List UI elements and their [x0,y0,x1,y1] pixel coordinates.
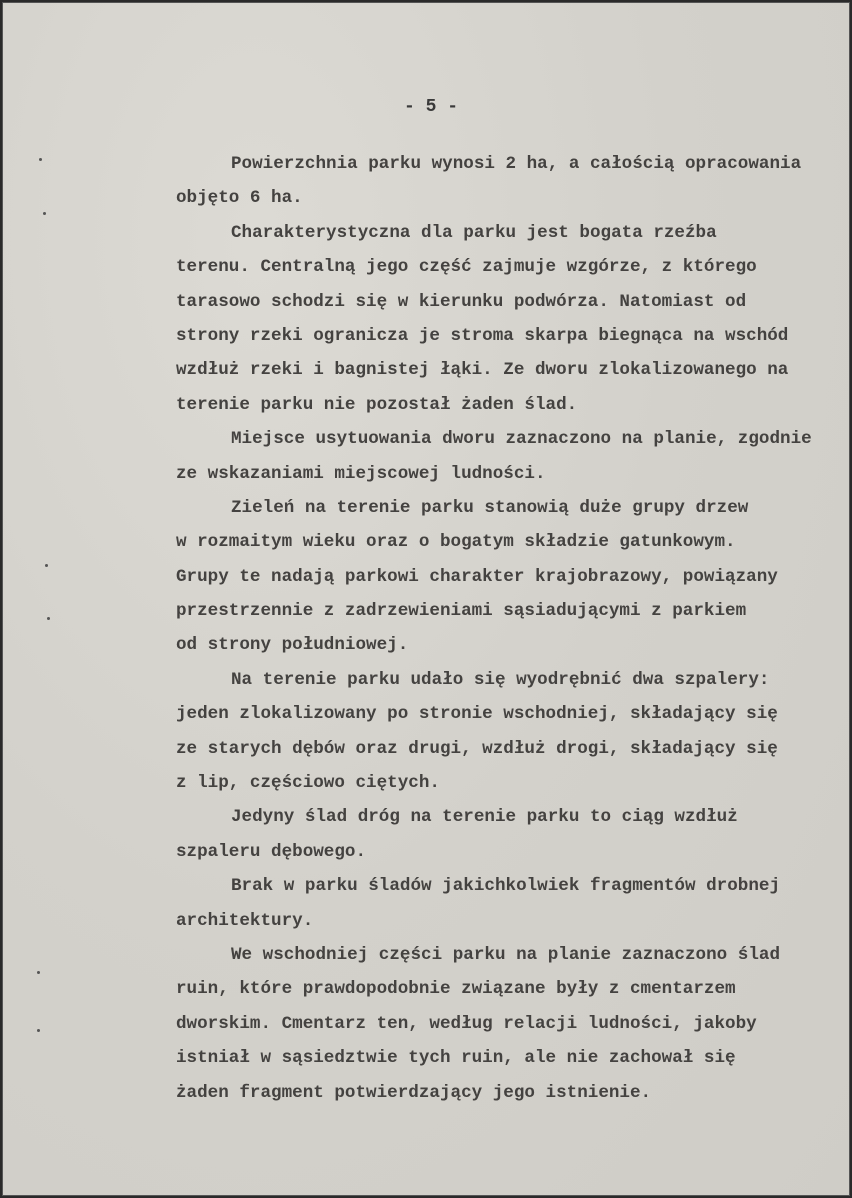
text-line: Zieleń na terenie parku stanowią duże grupy drzew [231,497,749,518]
text-line: Charakterystyczna dla parku jest bogata rzeźba [231,222,717,243]
margin-mark [37,1029,40,1032]
text-line: strony rzeki ogranicza je stroma skarpa biegnąca na wschód [176,325,789,346]
text-line: We wschodniej części parku na planie zaznaczono ślad [231,944,781,965]
text-line: architektury. [176,910,314,931]
text-line: Grupy te nadają parkowi charakter krajobrazowy, powiązany [176,566,778,587]
page-number: - 5 - [403,97,458,117]
margin-mark [37,971,40,974]
text-line: terenu. Centralną jego część zajmuje wzgórze, z którego [176,257,757,278]
text-line: ruin, które prawdopodobnie związane były z cmentarzem [176,979,736,1000]
text-line: od strony południowej. [176,635,409,656]
text-line: żaden fragment potwierdzający jego istnienie. [176,1082,652,1103]
text-line: istniał w sąsiedztwie tych ruin, ale nie zachował się [176,1048,736,1069]
document-page [2,2,850,1196]
document-body [176,147,836,1110]
text-line: przestrzennie z zadrzewieniami sąsiadującymi z parkiem [176,601,747,622]
text-line: Jedyny ślad dróg na terenie parku to ciąg wzdłuż [231,807,738,828]
text-line: dworskim. Cmentarz ten, według relacji ludności, jakoby [176,1013,757,1034]
text-line: tarasowo schodzi się w kierunku podwórza. Natomiast od [176,291,747,312]
text-line: terenie parku nie pozostał żaden ślad. [176,394,578,415]
text-line: w rozmaitym wieku oraz o bogatym składzie gatunkowym. [176,532,736,553]
margin-mark [43,212,46,215]
margin-mark [39,158,42,161]
text-line: wzdłuż rzeki i bagnistej łąki. Ze dworu zlokalizowanego na [176,360,789,381]
margin-mark [47,617,50,620]
text-line: z lip, częściowo ciętych. [176,773,440,794]
margin-mark [45,564,48,567]
text-line: ze starych dębów oraz drugi, wzdłuż drogi, składający się [176,738,778,759]
text-line: objęto 6 ha. [176,188,303,209]
text-line: Na terenie parku udało się wyodrębnić dwa szpalery: [231,669,770,690]
text-line: jeden zlokalizowany po stronie wschodniej, składający się [176,704,778,725]
text-line: ze wskazaniami miejscowej ludności. [176,463,546,484]
text-line: szpaleru dębowego. [176,841,367,862]
text-line: Powierzchnia parku wynosi 2 ha, a całością opracowania [231,154,802,174]
text-line: Miejsce usytuowania dworu zaznaczono na planie, zgodnie [231,429,812,450]
text-line: Brak w parku śladów jakichkolwiek fragmentów drobnej [231,876,781,897]
